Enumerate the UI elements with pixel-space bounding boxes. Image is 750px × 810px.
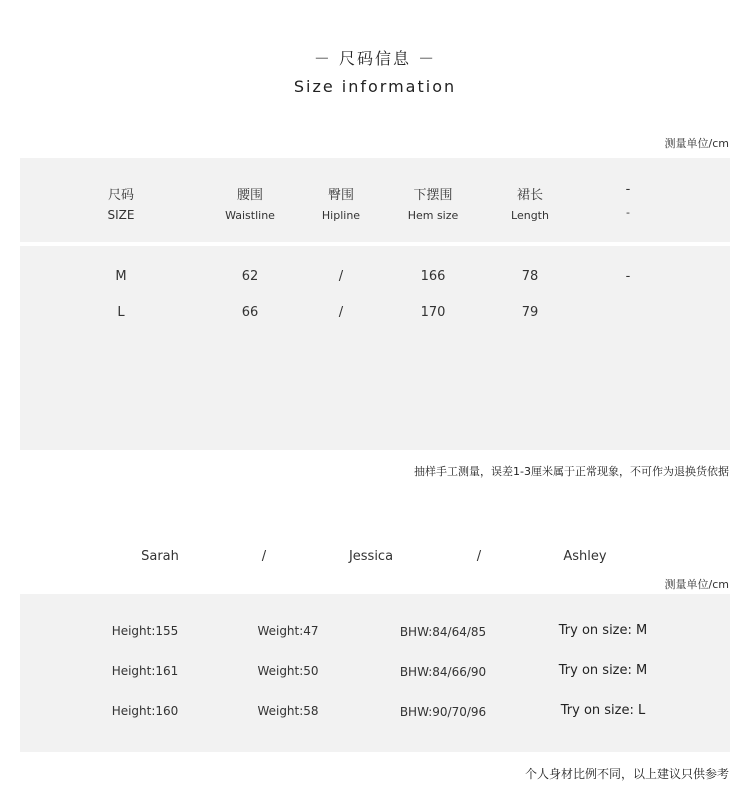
row-l-hem: 170 (420, 305, 446, 320)
model-name-sarah: Sarah (141, 549, 179, 564)
row-l-length: 79 (521, 305, 539, 320)
header-waist-en: Waistline (225, 209, 275, 222)
header-length-cn: 裙长 (516, 188, 544, 203)
row-m-extra: - (625, 269, 631, 284)
row-m-hip: / (338, 269, 344, 284)
model-name-jessica: Jessica (348, 549, 394, 564)
header-waist-cn: 腰围 (236, 188, 264, 203)
model-try-size: Try on size: M (558, 663, 648, 678)
model-name-ashley: Ashley (563, 549, 607, 564)
header-extra-cn: - (625, 182, 631, 197)
model-name-separator: / (261, 549, 267, 564)
model-height: Height:161 (111, 664, 179, 678)
row-m-hem: 166 (420, 269, 446, 284)
model-table (20, 594, 730, 752)
model-height: Height:160 (111, 704, 179, 718)
model-name-separator: / (476, 549, 482, 564)
header-size-cn: 尺码 (107, 188, 135, 203)
model-height: Height:155 (111, 624, 179, 638)
row-m-length: 78 (521, 269, 539, 284)
model-weight: Weight:50 (257, 664, 319, 678)
header-size-en: SIZE (107, 208, 135, 222)
size-measure-note: 抽样手工测量，误差1-3厘米属于正常现象，不可作为退换货依据 (414, 465, 729, 478)
model-try-size: Try on size: M (558, 623, 648, 638)
header-hem-cn: 下摆围 (413, 188, 453, 203)
row-m-waist: 62 (241, 269, 259, 284)
row-m-size: M (115, 269, 127, 284)
row-l-size: L (117, 305, 125, 320)
row-l-hip: / (338, 305, 344, 320)
header-extra-en: - (626, 206, 630, 219)
model-names (0, 549, 750, 569)
model-bhw: BHW:84/64/85 (399, 625, 487, 639)
size-table-header (20, 158, 730, 242)
model-weight: Weight:47 (257, 624, 319, 638)
header-length-en: Length (511, 209, 549, 222)
title-english: Size information (293, 77, 457, 96)
model-reference-note: 个人身材比例不同，以上建议只供参考 (524, 767, 729, 781)
row-l-waist: 66 (241, 305, 259, 320)
model-bhw: BHW:90/70/96 (399, 705, 487, 719)
size-table-body (20, 246, 730, 450)
model-unit-label: 测量单位/cm (664, 578, 729, 591)
model-bhw: BHW:84/66/90 (399, 665, 487, 679)
model-try-size: Try on size: L (560, 703, 646, 718)
size-unit-label: 测量单位/cm (664, 137, 729, 150)
title-chinese: － 尺码信息 － (313, 49, 437, 68)
header-hip-en: Hipline (321, 209, 361, 222)
model-weight: Weight:58 (257, 704, 319, 718)
header-hem-en: Hem size (407, 209, 459, 222)
header-hip-cn: 臀围 (327, 188, 355, 203)
